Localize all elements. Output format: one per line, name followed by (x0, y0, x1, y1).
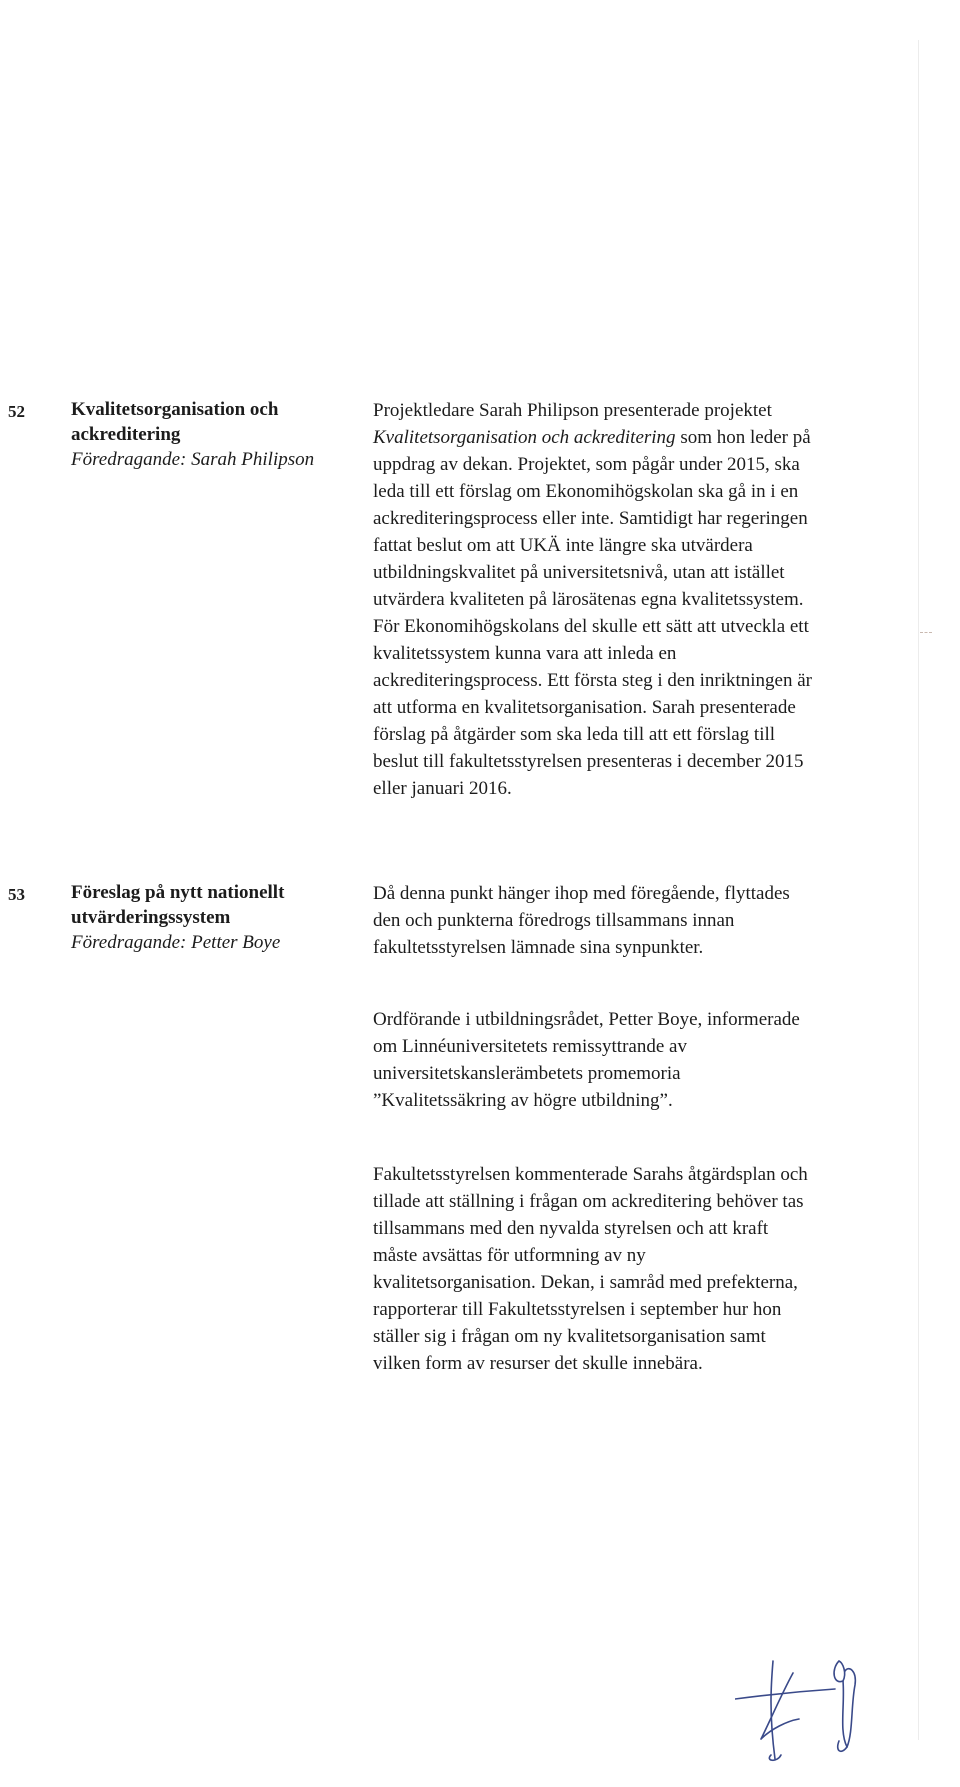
paragraph-rest: som hon leder på uppdrag av dekan. Projektet, som pågår under 2015, ska leda till ett förslag om Ekonomihögskolan ska gå in i en ackrediteringsprocess eller inte. Samtidigt har regeringen fattat beslut om att UKÄ inte längre ska utvärdera utbildningskvalitet på universitetsnivå, utan att istället utvärdera kvaliteten på lärosätenas egna kvalitetssystem. För Ekonomihögskolans del skulle ett sätt att utveckla ett kvalitetssystem kunna vara att inleda en ackrediteringsprocess. Ett första steg i den inriktningen är att utforma en kvalitetsorganisation. Sarah presenterade förslag på åtgärder som ska leda till att ett förslag till beslut till fakultetsstyrelsen presenteras i december 2015 eller januari 2016. (373, 427, 812, 799)
item-title-line2: ackreditering (71, 424, 181, 445)
page-edge-line (918, 40, 919, 1740)
item-presenter: Föredragande: Petter Boye (71, 932, 281, 953)
item-topic (71, 880, 361, 955)
item-body (373, 880, 813, 961)
item-body (373, 1161, 813, 1377)
paragraph-lead: Projektledare Sarah Philipson presenterade projektet (373, 400, 772, 421)
item-presenter: Föredragande: Sarah Philipson (71, 449, 315, 470)
item-paragraph: Fakultetsstyrelsen kommenterade Sarahs åtgärdsplan och tillade att ställning i frågan om ackreditering behöver tas tillsammans med den nyvalda styrelsen och att kraft måste avsättas för utformning av ny kvalitetsorganisation. Dekan, i samråd med prefekterna, rapporterar till Fakultetsstyrelsen i september hur hon ställer sig i frågan om ny kvalitetsorganisation samt vilken form av resurser det skulle innebära. (373, 1164, 808, 1374)
item-paragraph (373, 397, 813, 802)
item-body (373, 1006, 813, 1114)
item-paragraph: Då denna punkt hänger ihop med föregående, flyttades den och punkterna föredrogs tillsammans innan fakultetsstyrelsen lämnade sina synpunkter. (373, 883, 790, 958)
item-title-line2: utvärderingssystem (71, 907, 231, 928)
item-title-line1: Föreslag på nytt nationellt (71, 882, 285, 903)
item-body (373, 397, 813, 802)
item-number: 53 (8, 885, 25, 904)
signature-initials-icon (735, 1655, 885, 1765)
item-paragraph: Ordförande i utbildningsrådet, Petter Boye, informerade om Linnéuniversitetets remissyttrande av universitetskanslerämbetets promemoria ”Kvalitetssäkring av högre utbildning”. (373, 1009, 800, 1111)
item-title-line1: Kvalitetsorganisation och (71, 399, 279, 420)
item-topic (71, 397, 361, 472)
item-number: 52 (8, 402, 25, 421)
project-name: Kvalitetsorganisation och ackreditering (373, 427, 676, 448)
margin-mark (920, 632, 932, 635)
